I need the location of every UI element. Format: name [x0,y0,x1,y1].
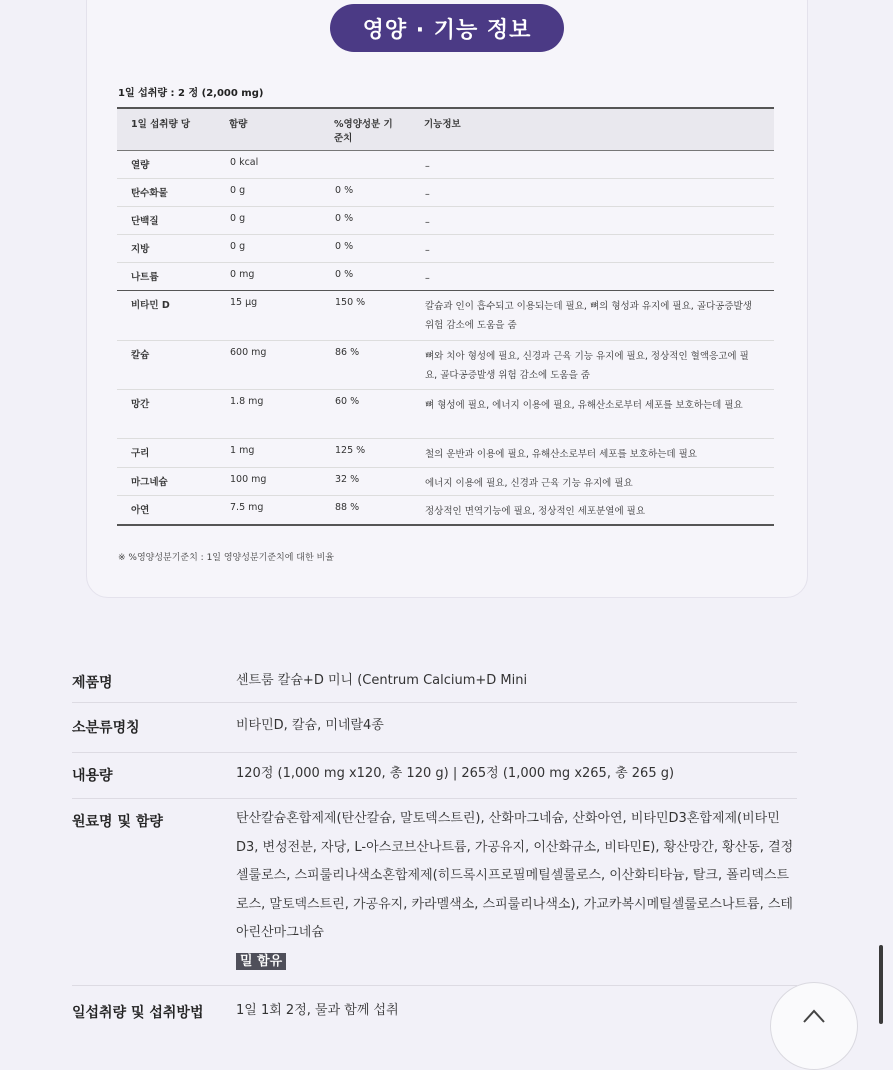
nutrient-amount: 0 kcal [229,150,334,178]
nutrient-amount: 0 g [229,234,334,262]
nutrient-percent: 0 % [334,178,424,206]
nutrient-name: 열량 [117,150,229,178]
table-row [117,495,774,525]
scroll-to-top-button[interactable] [770,982,858,1070]
category-value: 비타민D, 칼슘, 미네랄4종 [236,718,384,733]
nutrient-percent [334,150,424,178]
ingredients-text: 탄산칼슘혼합제제(탄산칼슘, 말토덱스트린), 산화마그네슘, 산화아연, 비타민D3혼합제제(비타민D3, 변성전분, 자당, L-아스코브산나트륨, 가공유지, 이산화규소, 비타민E), 황산망간, 황산동, 결정셀룰로스, 스피룰리나색소혼합제제(히드록시프로필메틸셀룰로스, 이산화티타늄, 탈크, 폴리덱스트로스, 말토덱스트린, 가공유지, 카라멜색소, 스피룰리나색소), 가교카복시메틸셀룰로스나트륨, 스테아린산마그네슘 [236,811,794,940]
product-info-table [72,660,797,1046]
content-value: 120정 (1,000 mg x120, 총 120 g) | 265정 (1,000 mg x265, 총 265 g) [236,766,675,781]
nutrient-function: – [424,262,774,290]
nutrient-name: 구리 [117,438,229,467]
nutrient-name: 단백질 [117,206,229,234]
nutrient-name: 나트륨 [117,262,229,290]
nutrient-function: – [424,150,774,178]
table-row [117,467,774,495]
nutrient-amount: 0 g [229,206,334,234]
table-row [117,262,774,290]
content-label: 내용량 [72,768,113,784]
nutrient-percent: 150 % [334,290,424,340]
table-row [117,438,774,467]
nutrient-amount: 100 mg [229,467,334,495]
table-row [117,340,774,389]
nutrition-table [117,107,774,526]
intake-value: 1일 1회 2정, 물과 함께 섭취 [236,1003,399,1018]
nutrient-function: 에너지 이용에 필요, 신경과 근육 기능 유지에 필요 [424,467,774,495]
nutrient-name: 망간 [117,389,229,438]
table-row [117,290,774,340]
nutrient-function: 철의 운반과 이용에 필요, 유해산소로부터 세포를 보호하는데 필요 [424,438,774,467]
nutrient-percent: 0 % [334,234,424,262]
nutrient-amount: 7.5 mg [229,495,334,525]
nutrient-percent: 32 % [334,467,424,495]
product-name-row [72,660,797,703]
nutrient-amount: 1.8 mg [229,389,334,438]
table-row [117,178,774,206]
ingredients-label: 원료명 및 함량 [72,814,163,830]
header-function: 기능정보 [424,108,774,150]
category-row [72,703,797,753]
ingredients-value [236,805,797,985]
nutrient-percent: 125 % [334,438,424,467]
nutrient-function: 칼슘과 인이 흡수되고 이용되는데 필요, 뼈의 형성과 유지에 필요, 골다공증발생 위험 감소에 도움을 줌 [424,290,774,340]
product-name-label: 제품명 [72,675,113,691]
ingredients-row [72,799,797,986]
nutrient-name: 비타민 D [117,290,229,340]
nutrient-amount: 0 g [229,178,334,206]
product-name-value: 센트룸 칼슘+D 미니 (Centrum Calcium+D Mini [236,673,528,688]
table-row [117,389,774,438]
header-percent: %영양성분 기준치 [334,108,424,150]
nutrition-title: 영양 · 기능 정보 [330,4,564,52]
nutrient-amount: 1 mg [229,438,334,467]
content-row [72,753,797,799]
nutrient-name: 아연 [117,495,229,525]
nutrient-percent: 86 % [334,340,424,389]
footnote: ※ %영양성분기준치 : 1일 영양성분기준치에 대한 비율 [118,553,334,563]
serving-size: 1일 섭취량 : 2 정 (2,000 mg) [118,88,264,99]
nutrient-percent: 88 % [334,495,424,525]
category-label: 소분류명칭 [72,720,140,736]
table-row [117,234,774,262]
table-header-row [117,108,774,150]
nutrient-percent: 0 % [334,262,424,290]
nutrient-function: – [424,234,774,262]
nutrient-function: 정상적인 면역기능에 필요, 정상적인 세포분열에 필요 [424,495,774,525]
nutrient-percent: 60 % [334,389,424,438]
arrow-up-icon [801,1005,827,1025]
ingredients-highlight: 밀 함유 [236,953,286,970]
nutrient-name: 지방 [117,234,229,262]
nutrient-percent: 0 % [334,206,424,234]
table-row [117,150,774,178]
nutrient-name: 탄수화물 [117,178,229,206]
nutrient-amount: 600 mg [229,340,334,389]
scrollbar[interactable] [879,945,883,1024]
nutrient-function: 뼈와 치아 형성에 필요, 신경과 근육 기능 유지에 필요, 정상적인 혈액응고에 필요, 골다공증발생 위험 감소에 도움을 줌 [424,340,774,389]
nutrient-name: 마그네슘 [117,467,229,495]
table-row [117,206,774,234]
nutrient-amount: 15 μg [229,290,334,340]
header-serving: 1일 섭취량 당 [117,108,229,150]
nutrient-function: 뼈 형성에 필요, 에너지 이용에 필요, 유해산소로부터 세포를 보호하는데 필요 [424,389,774,438]
nutrient-amount: 0 mg [229,262,334,290]
intake-label: 일섭취량 및 섭취방법 [72,1005,204,1021]
nutrient-function: – [424,206,774,234]
nutrient-name: 칼슘 [117,340,229,389]
header-amount: 함량 [229,108,334,150]
nutrient-function: – [424,178,774,206]
intake-row [72,986,797,1046]
